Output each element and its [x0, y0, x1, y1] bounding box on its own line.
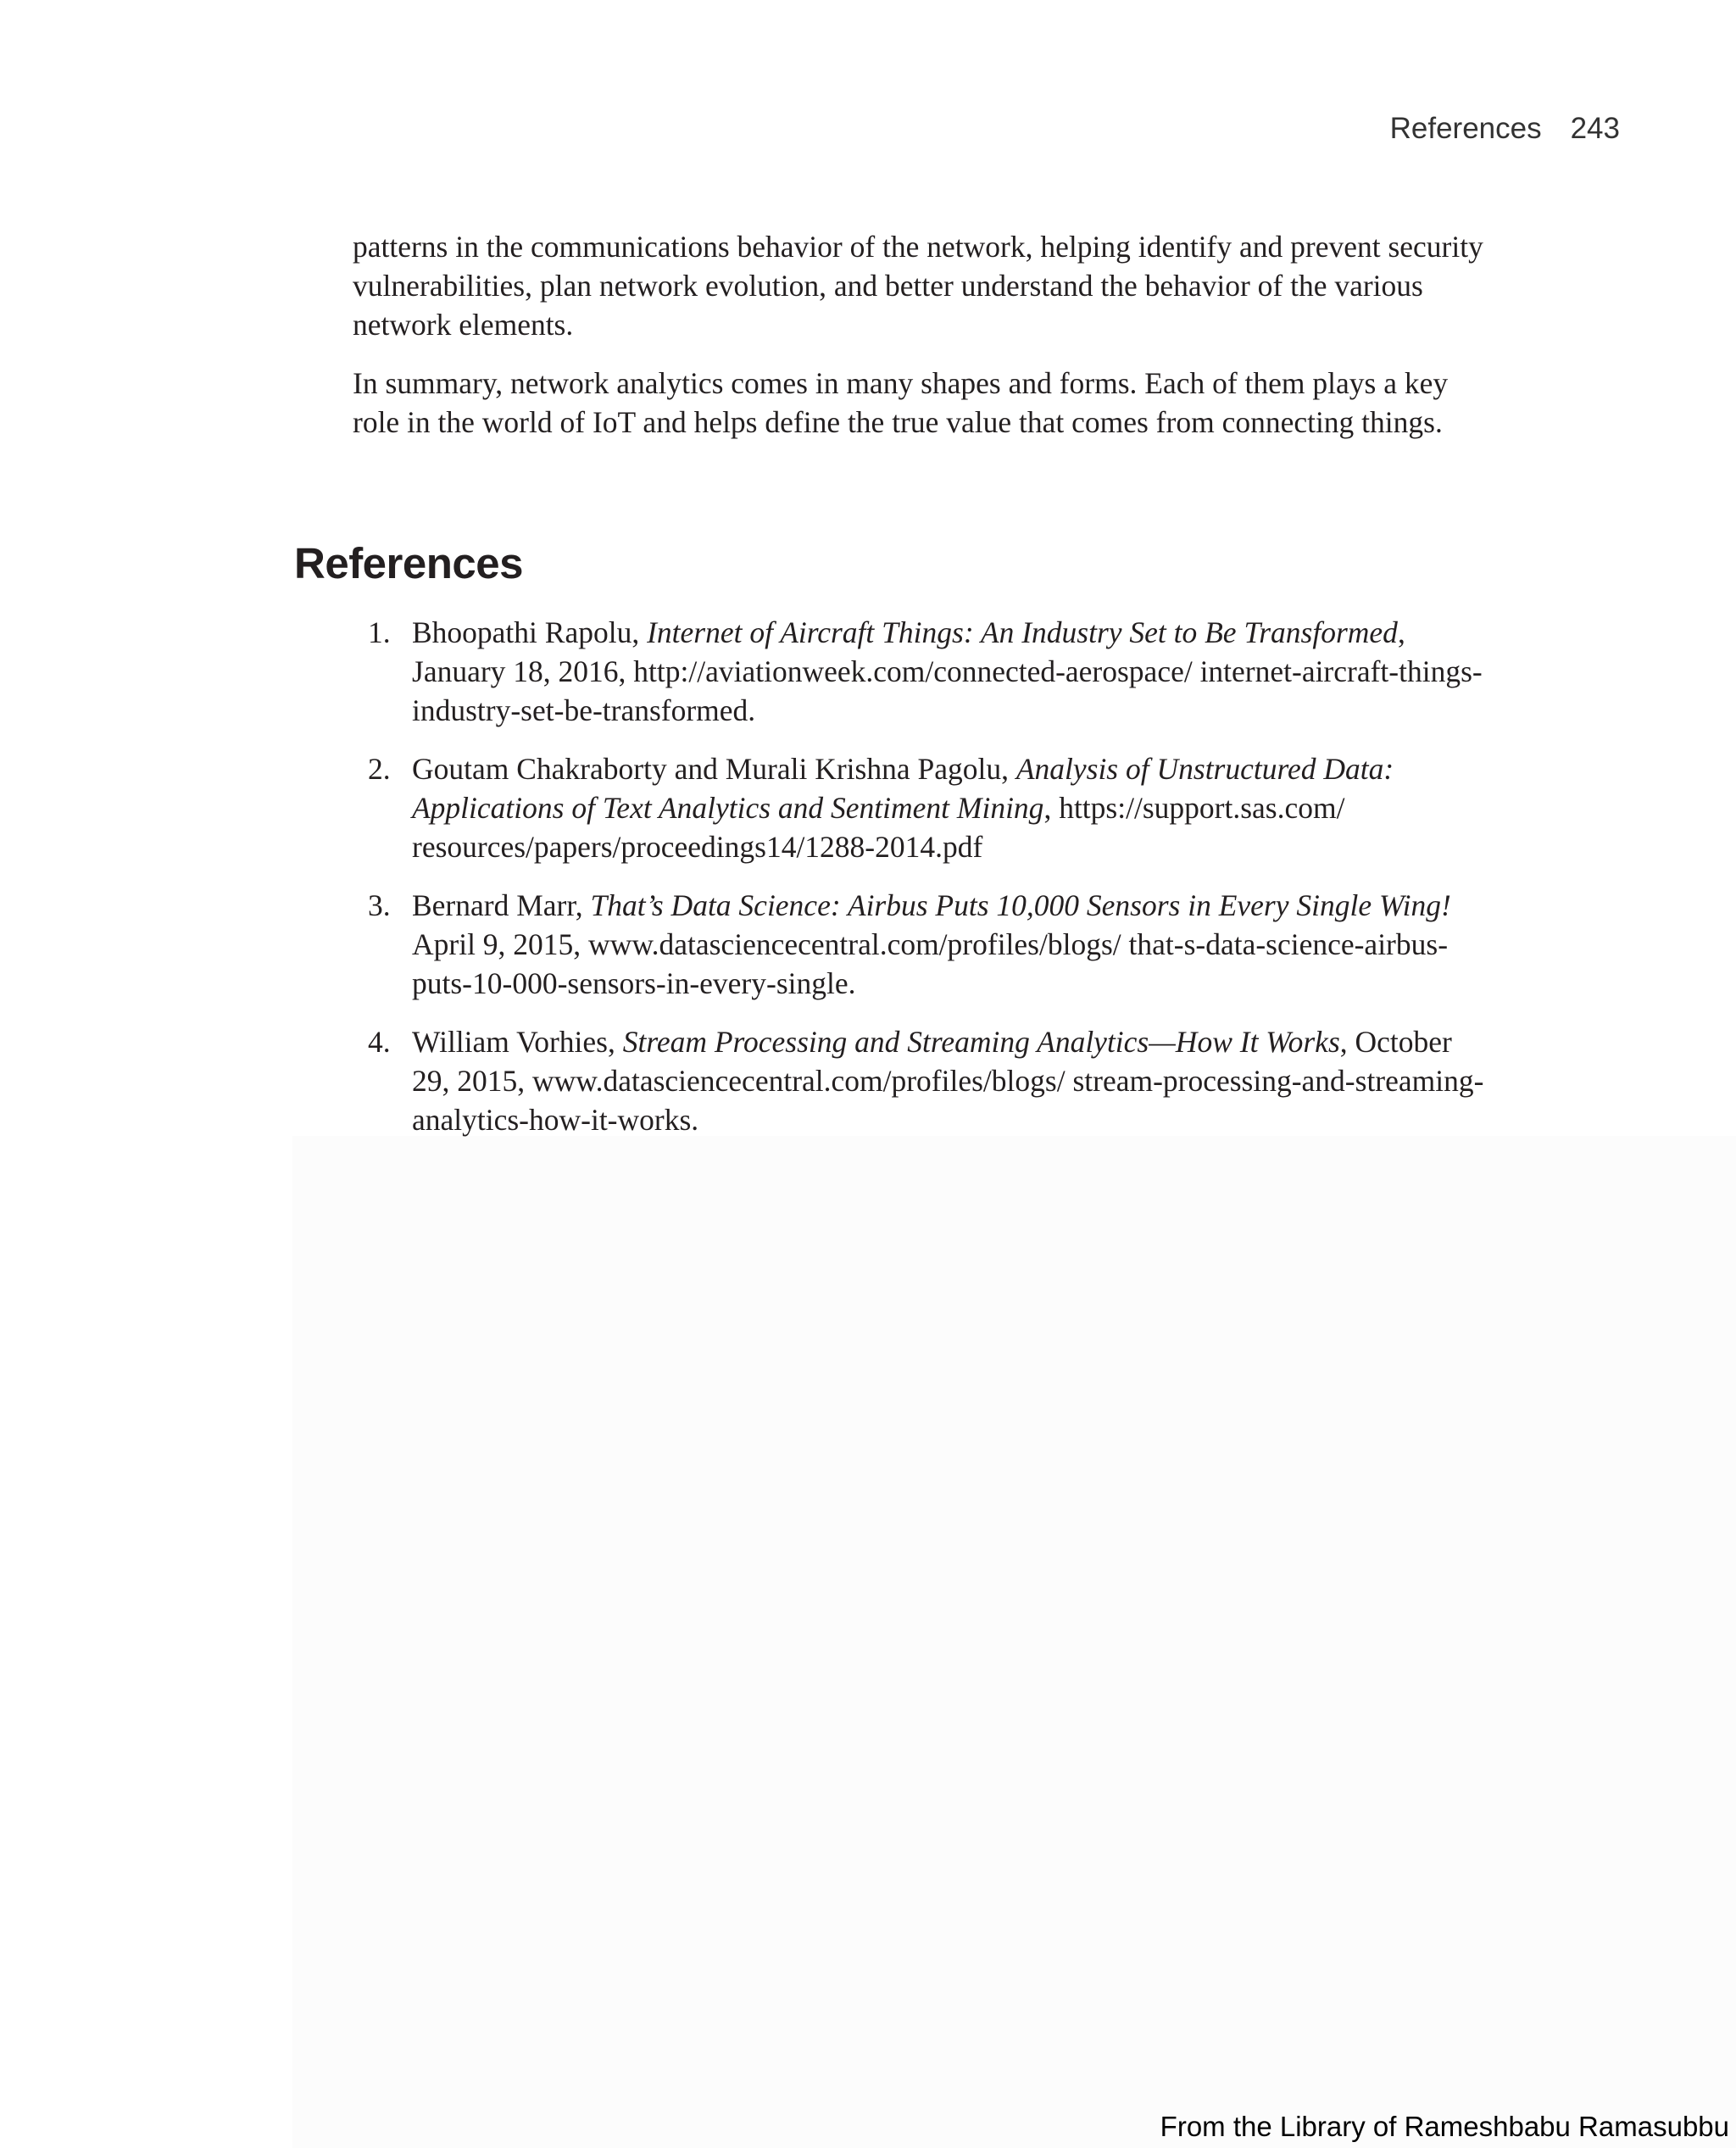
reference-details: , October 29, 2015, www.datasciencecentral.com/profiles/blogs/ stream-processing-and-streaming-analytics-how-it-works.: [412, 1025, 1484, 1137]
reference-number: 2.: [368, 752, 391, 786]
reference-title: Analysis of Unstructured Data: Applications of Text Analytics and Sentiment Mining: [412, 752, 1394, 825]
reference-details: , https://support.sas.com/ resources/papers/proceedings14/1288-2014.pdf: [412, 791, 1345, 864]
running-head: [1390, 112, 1620, 146]
paragraph-summary: In summary, network analytics comes in many shapes and forms. Each of them plays a key role in the world of IoT and helps define the true value that comes from connecting things.: [353, 366, 1449, 439]
reference-author: Bernard Marr,: [412, 888, 591, 922]
library-footer: From the Library of Rameshbabu Ramasubbu: [1160, 2111, 1729, 2142]
reference-number: 3.: [368, 888, 391, 922]
intro-text: [353, 227, 1488, 461]
reference-item-2: [353, 749, 1497, 866]
reference-number: 1.: [368, 615, 391, 649]
reference-list: [353, 613, 1497, 1159]
page-number: 243: [1570, 112, 1620, 145]
reference-item-4: [353, 1022, 1497, 1139]
running-title: References: [1389, 112, 1542, 145]
paragraph-continuation: patterns in the communications behavior of the network, helping identify and prevent security vulnerabilities, plan network evolution, and better understand the behavior of the various network elements.: [353, 230, 1483, 342]
reference-title: Internet of Aircraft Things: An Industry Set to Be Transformed: [647, 615, 1398, 649]
reference-item-3: [353, 886, 1497, 1003]
reference-details: April 9, 2015, www.datasciencecentral.com/profiles/blogs/ that-s-data-science-airbus-puts-10-000-sensors-in-every-single.: [412, 927, 1449, 1000]
reference-details: , January 18, 2016, http://aviationweek.com/connected-aerospace/ internet-aircraft-things-industry-set-be-transformed.: [412, 615, 1483, 727]
reference-author: William Vorhies,: [412, 1025, 623, 1059]
reference-item-1: [353, 613, 1497, 730]
reference-author: Bhoopathi Rapolu,: [412, 615, 648, 649]
reference-title: That’s Data Science: Airbus Puts 10,000 Sensors in Every Single Wing!: [590, 888, 1451, 922]
reference-author: Goutam Chakraborty and Murali Krishna Pagolu,: [412, 752, 1016, 786]
reference-number: 4.: [368, 1025, 391, 1059]
reference-title: Stream Processing and Streaming Analytics—How It Works: [622, 1025, 1340, 1059]
section-heading-references: References: [294, 539, 523, 587]
page-shade: [292, 1136, 1736, 2148]
